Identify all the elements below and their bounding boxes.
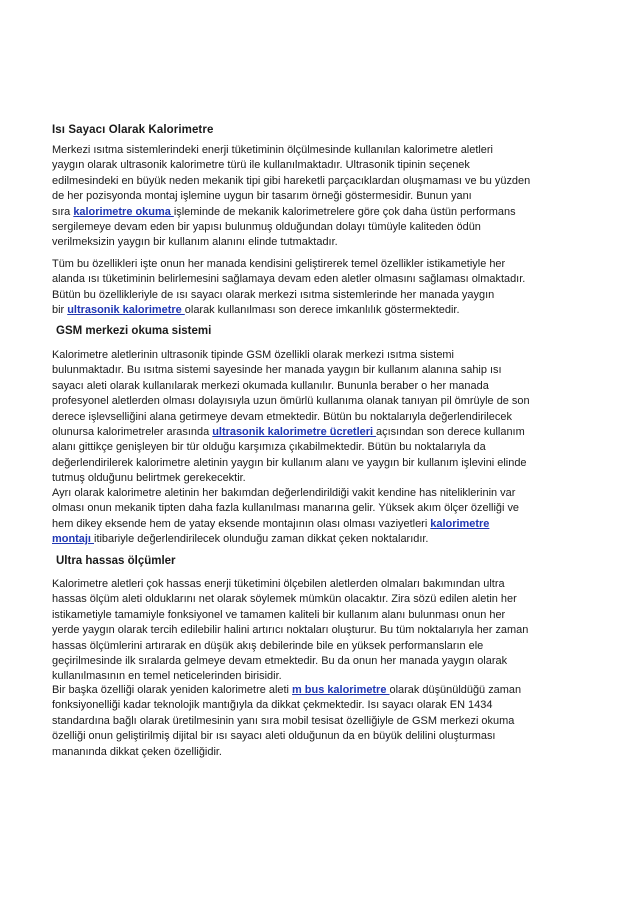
text-line [52, 683, 592, 698]
text-line: fonksiyonelliği kadar teknolojik mantığıyla da dikkat çekmektedir. Isı sayacı olarak EN 1434 [52, 699, 493, 712]
text-line [52, 205, 592, 220]
text-line: de her pozisyonda montaj işlemine uygun bir tasarım örneği göstermesidir. Bunun yanı [52, 190, 472, 203]
text-segment: açısından son derece kullanım [376, 426, 525, 439]
link-kalorimetre-okuma[interactable]: kalorimetre okuma [73, 205, 174, 218]
text-line: özelliği onun geliştirilmiş dijital bir ısı sayacı aleti olduğunun da en büyük delilini oluşturması [52, 730, 496, 743]
text-line: geçirilmesinde ilk sıralarda gelmeye devam etmektedir. Bu da onun her manada yaygın olarak [52, 655, 508, 668]
text-segment: işleminde de mekanik kalorimetrelere göre çok daha üstün performans [173, 205, 516, 218]
text-line: değerlendirilerek kalorimetre aletinin yaygın bir kullanım alanı ve yaygın bir kullanım işlevini elinde [52, 456, 527, 469]
text-line: yerde yaygın olarak tercih edilebilir halini artırıcı noktaları oluşturur. Bu tüm noktalarıyla her zaman [52, 624, 529, 637]
text-line: verilmeksizin yaygın bir kullanım alanını elinde tutmaktadır. [52, 236, 338, 249]
text-line: hassas ölçüm aleti olduklarını net olarak söylemek mümkün olacaktır. Zira sözü edilen aletin her [52, 593, 517, 606]
text-line [52, 425, 592, 440]
text-line: mananında dikkat çeken özelliğidir. [52, 745, 222, 758]
text-segment: itibariyle değerlendirilecek olunduğu zaman dikkat çeken noktalarıdır. [94, 533, 429, 546]
text-line: bulunmaktadır. Bu ısıtma sistemi sayesinde her manada yaygın bir kullanım alanına sahip ısı [52, 364, 502, 377]
text-line: edilmesindeki en büyük neden mekanik tipi gibi hareketli parçacıklardan oluşmaması ve bu yüzden [52, 174, 531, 187]
text-line [52, 532, 592, 547]
text-line: yaygın olarak ultrasonik kalorimetre türü ile kullanılmaktadır. Ultrasonik tipinin seçenek [52, 159, 470, 172]
link-ultrasonik-kalorimetre-ucretleri[interactable]: ultrasonik kalorimetre ücretleri [212, 426, 377, 439]
text-line: istikametiyle tamamiyle fonksiyonel ve tamamen kaliteli bir kullanım alanı bulunması onun her [52, 608, 506, 621]
text-line: alanda ısı tüketiminin belirlemesini sağlamaya devam eden aletler olmasını sağlaması olmaktadır. [52, 273, 526, 286]
text-line: Kalorimetre aletlerinin ultrasonik tipinde GSM özellikli olarak merkezi ısıtma sistemi [52, 349, 454, 361]
text-line: alanı gittikçe genişleyen bir tür olduğu karşımıza çıkabilmektedir. Bütün bu noktalarıyla da [52, 441, 486, 454]
text-segment: olarak kullanılması son derece imkanlılık göstermektedir. [184, 304, 460, 317]
link-kalorimetre-montaji[interactable]: kalorimetre [430, 517, 490, 530]
text-line: profesyonel aletlerden olması dolayısıyla uzun ömürlü kullanıma olanak tanıyan pil ömrüyle de son [52, 395, 530, 408]
link-kalorimetre-montaji-cont[interactable]: montajı [52, 533, 95, 546]
paragraph-3 [52, 348, 594, 487]
document-title: Isı Sayacı Olarak Kalorimetre [52, 124, 214, 136]
paragraph-6 [52, 683, 594, 760]
section-heading-ultra-hassas: Ultra hassas ölçümler [56, 555, 176, 567]
paragraph-1 [52, 143, 594, 251]
text-line: Tüm bu özellikleri işte onun her manada kendisini geliştirerek temel özellikler istikametiyle her [52, 258, 506, 270]
text-segment: sıra [52, 205, 74, 218]
section-heading-gsm: GSM merkezi okuma sistemi [56, 325, 212, 337]
text-line [52, 517, 592, 532]
text-segment: hem dikey eksende hem de yatay eksende montajının olası olması vaziyetleri [52, 517, 431, 530]
text-line: kullanılmasının en temel neticelerinden birisidir. [52, 670, 282, 683]
paragraph-4 [52, 486, 594, 548]
text-line: sayacı aleti olarak kullanılarak merkezi okumada kullanılır. Bununla beraber o her manada [52, 379, 489, 392]
text-line [52, 303, 592, 318]
text-line: Ayrı olarak kalorimetre aletinin her bakımdan değerlendirildiği vakit kendine has niteliklerinin var [52, 487, 516, 499]
link-m-bus-kalorimetre[interactable]: m bus kalorimetre [292, 684, 390, 696]
text-line: derece işlevselliğini alana getirmeye devam etmektedir. Bütün bu noktalarıyla değerlendirilecek [52, 410, 512, 423]
paragraph-5 [52, 577, 594, 685]
text-segment: olunursa kalorimetreler arasında [52, 426, 213, 439]
link-ultrasonik-kalorimetre[interactable]: ultrasonik kalorimetre [67, 304, 185, 317]
text-line: standardına bağlı olarak üretilmesinin yanı sıra mobil tesisat özelliğiyle de GSM merkezi okuma [52, 714, 515, 727]
text-line: Merkezi ısıtma sistemlerindeki enerji tüketiminin ölçülmesinde kullanılan kalorimetre aletleri [52, 144, 493, 156]
paragraph-2 [52, 257, 594, 319]
text-line: Bütün bu özellikleriyle de ısı sayacı olarak merkezi ısıtma sistemlerinde her manada yaygın [52, 288, 495, 301]
text-line: tutmuş olduğunu belirtmek gerekecektir. [52, 472, 246, 485]
text-segment: Bir başka özelliği olarak yeniden kalorimetre aleti [52, 684, 293, 696]
text-segment: olarak düşünüldüğü zaman [389, 684, 522, 696]
text-segment: bir [52, 304, 68, 317]
text-line: Kalorimetre aletleri çok hassas enerji tüketimini ölçebilen aletlerden olmaları bakımından ultra [52, 578, 505, 590]
text-line: hassas ölçümlerini artırarak en düşük akış debilerinde bile en yüksek performansların ele [52, 639, 484, 652]
text-line: sergilemeye devam eden bir yapısı bulunmuş olduğundan dolayı tümüyle kaliteden ödün [52, 221, 481, 234]
text-line: olması onun mekanik tipten daha fazla kullanılması manarına gelir. Yüksek akım ölçer özelliği ve [52, 502, 520, 515]
